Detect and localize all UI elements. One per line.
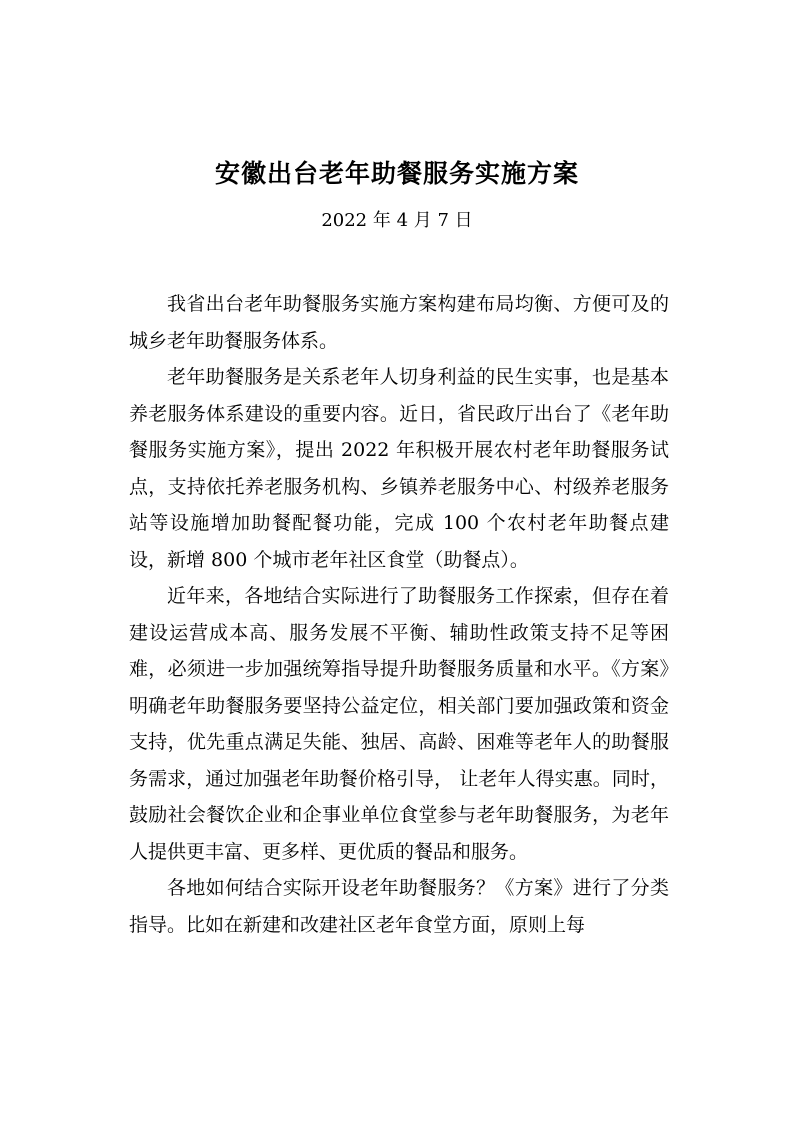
paragraph: 老年助餐服务是关系老年人切身利益的民生实事，也是基本养老服务体系建设的重要内容。近日，省民政厅出台了《老年助餐服务实施方案》，提出 2022 年积极开展农村老年助餐服务试点，支持依托养老服务机构、乡镇养老服务中心、村级养老服务站等设施增加助餐配餐功能，完成 100 个农村老年助餐点建设，新增 800 个城市老年社区食堂（助餐点）。 [129,366,669,571]
paragraph: 我省出台老年助餐服务实施方案构建布局均衡、方便可及的城乡老年助餐服务体系。 [129,293,669,352]
paragraph: 近年来，各地结合实际进行了助餐服务工作探索，但存在着建设运营成本高、服务发展不平衡、辅助性政策支持不足等困难，必须进一步加强统筹指导提升助餐服务质量和水平。《方案》明确老年助餐服务要坚持公益定位，相关部门要加强政策和资金支持，优先重点满足失能、独居、高龄、困难等老年人的助餐服务需求，通过加强老年助餐价格引导， 让老年人得实惠。同时，鼓励社会餐饮企业和企事业单位食堂参与老年助餐服务，为老年人提供更丰富、更多样、更优质的餐品和服务。 [129,585,669,863]
document-date: 2022 年 4 月 7 日 [321,210,473,231]
document-body [129,286,669,943]
document-title: 安徽出台老年助餐服务实施方案 [214,159,579,188]
paragraph: 各地如何结合实际开设老年助餐服务？《方案》进行了分类指导。比如在新建和改建社区老年食堂方面，原则上每 [129,877,669,936]
